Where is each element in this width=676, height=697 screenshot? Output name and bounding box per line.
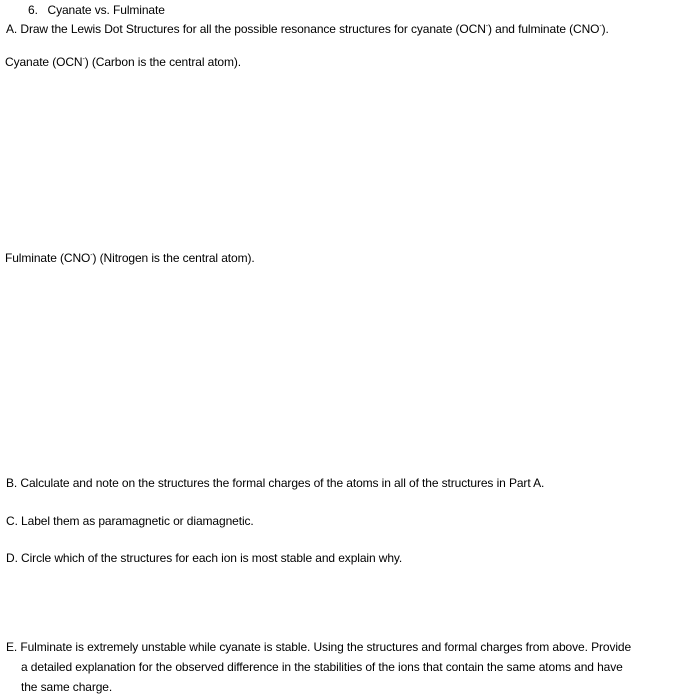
part-d-instruction: [6, 551, 402, 566]
part-e-line-3: the same charge.: [21, 680, 113, 694]
cyanate-suffix: ) (Carbon is the central atom).: [84, 55, 242, 69]
cyanate-charge: -: [82, 56, 85, 63]
ocn-charge: -: [485, 23, 489, 30]
fulminate-suffix: ) (Nitrogen is the central atom).: [92, 251, 255, 265]
part-c-letter: C.: [6, 514, 18, 528]
part-d-text: Circle which of the structures for each ion is most stable and explain why.: [21, 551, 403, 565]
part-a-text-2: ) and fulminate (CNO: [488, 22, 600, 36]
part-c-text: Label them as paramagnetic or diamagnetic.: [21, 514, 254, 528]
part-a-text-3: ).: [601, 22, 609, 36]
cno-charge: -: [599, 23, 602, 30]
part-a-letter: A.: [6, 22, 18, 36]
part-e-line-2: a detailed explanation for the observed difference in the stabilities of the ions that contain the same atoms and have: [21, 660, 623, 674]
fulminate-prefix: Fulminate (CNO: [5, 251, 91, 265]
part-d-letter: D.: [6, 551, 18, 565]
part-e-line-1: Fulminate is extremely unstable while cyanate is stable. Using the structures and formal charges from above. Provide: [20, 640, 632, 654]
question-heading: [28, 3, 165, 18]
part-a-text-1: Draw the Lewis Dot Structures for all the possible resonance structures for cyanate (OCN: [20, 22, 486, 36]
fulminate-charge: -: [90, 252, 93, 259]
cyanate-prefix: Cyanate (OCN: [5, 55, 83, 69]
part-b-instruction: [6, 476, 544, 491]
question-number: 6.: [28, 3, 38, 17]
part-b-text: Calculate and note on the structures the formal charges of the atoms in all of the structures in Part A.: [20, 476, 545, 490]
fulminate-label: [5, 251, 255, 266]
question-title: Cyanate vs. Fulminate: [47, 3, 165, 17]
part-c-instruction: [6, 514, 254, 529]
part-b-letter: B.: [6, 476, 18, 490]
part-e-instruction: [6, 637, 674, 697]
cyanate-label: [5, 55, 241, 70]
part-a-instruction: [6, 22, 609, 37]
part-e-letter: E.: [6, 640, 18, 654]
